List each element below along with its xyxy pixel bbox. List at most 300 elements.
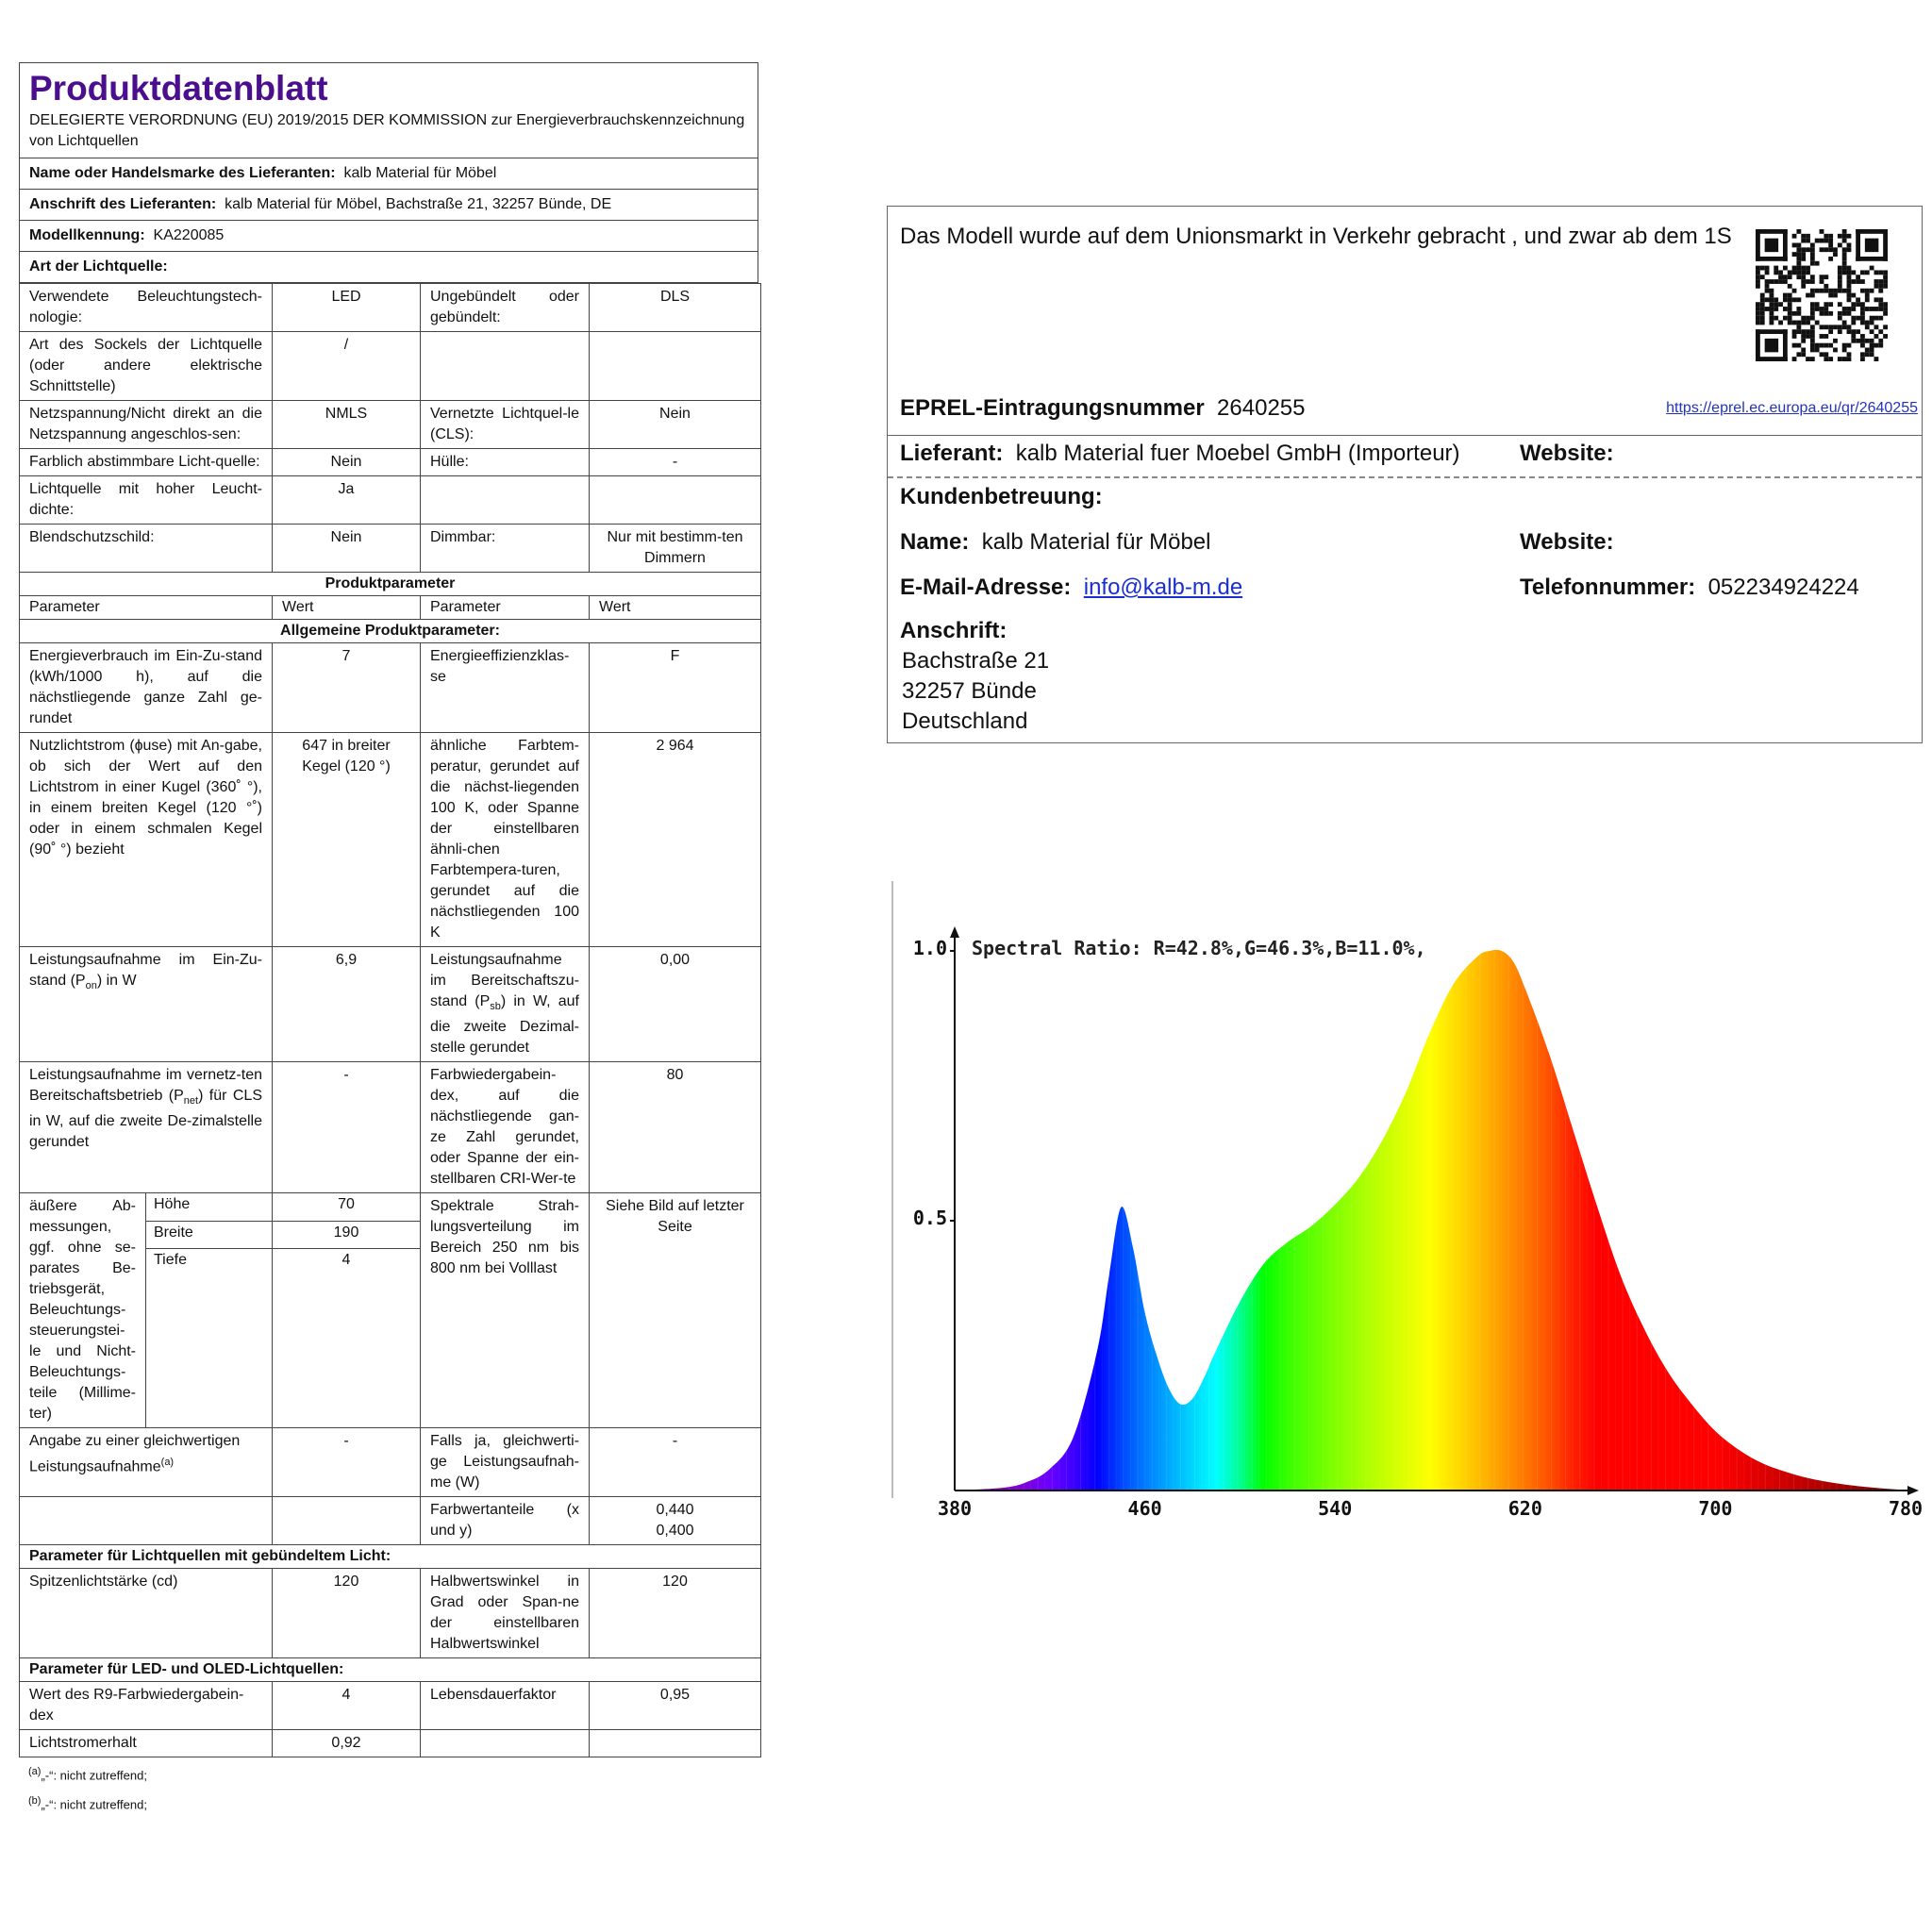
qr-module [1788,284,1792,289]
qr-module [1815,348,1820,353]
qr-module [1788,307,1792,311]
qr-module [1806,316,1810,321]
qr-module [1796,325,1801,329]
email-label: E-Mail-Adresse: [900,575,1072,600]
qr-module [1865,297,1870,302]
value-cell [590,1497,761,1545]
param-cell: Falls ja, gleichwerti-ge Leistungsaufnah-me (W) [421,1428,590,1497]
qr-module [1792,321,1797,325]
supplier-address-label: Anschrift des Lieferanten: [29,196,217,212]
qr-module [1778,279,1783,284]
table-row [20,1569,761,1658]
value-cell: 0,00 [590,947,761,1062]
qr-module [1820,343,1824,348]
qr-module [1810,357,1815,361]
table-row [20,1062,761,1193]
qr-module [1851,329,1856,334]
address-label: Anschrift: [900,618,1008,643]
qr-module [1788,302,1792,307]
qr-module [1801,284,1806,289]
qr-module [1870,266,1874,271]
qr-module [1801,279,1806,284]
qr-module [1769,307,1774,311]
qr-module [1806,334,1810,339]
qr-module [1774,270,1778,275]
qr-module [1842,234,1847,239]
led-heading: Parameter für LED- und OLED-Lichtquellen: [20,1658,761,1682]
name-label: Name: [900,529,970,555]
qr-module [1842,261,1847,266]
qr-module [1810,348,1815,353]
qr-module [1878,329,1883,334]
param-text: ) für CLS in W, auf die zweite De-zimalstelle gerundet [29,1088,262,1151]
qr-module [1883,334,1888,339]
qr-module [1842,247,1847,252]
qr-module [1760,275,1765,279]
qr-module [1860,307,1865,311]
qr-module [1760,316,1765,321]
address-line: Deutschland [902,708,1028,734]
qr-module [1842,252,1847,257]
qr-module [1815,343,1820,348]
qr-module [1842,229,1847,234]
qr-module [1824,334,1828,339]
value-cell: - [590,449,761,476]
light-type-row [19,252,758,283]
qr-module [1828,257,1833,261]
plot-area [913,926,1923,1520]
qr-module [1856,279,1860,284]
qr-module [1824,239,1828,243]
model-row [19,221,758,252]
qr-module [1838,275,1842,279]
param-cell: Farbwiedergabein-dex, auf die nächstliegende gan-ze Zahl gerundet, oder Spanne der ein-stellbaren CRI-Wer-te [421,1062,590,1193]
param-cell: Dimmbar: [421,525,590,573]
qr-module [1774,266,1778,271]
eprel-number: 2640255 [1217,395,1306,421]
qr-module [1796,270,1801,275]
footnote [28,1789,758,1817]
value-cell: 4 [273,1682,421,1730]
qr-module [1847,352,1852,357]
qr-module [1847,234,1852,239]
qr-module [1847,279,1852,284]
phone-row [1520,575,1859,601]
address-line: Bachstraße 21 [902,648,1050,674]
qr-module [1792,329,1797,334]
qr-module [1801,234,1806,239]
qr-module [1760,321,1765,325]
param-cell: Vernetzte Lichtquel-le (CLS): [421,401,590,449]
value-cell: - [273,1062,421,1193]
qr-module [1792,334,1797,339]
param-cell: Wert des R9-Farbwiedergabein-dex [20,1682,273,1730]
empty-cell [273,1497,421,1545]
value-cell: 6,9 [273,947,421,1062]
phone-value: 052234924224 [1707,575,1859,600]
param-cell: ähnliche Farbtem-peratur, gerundet auf die nächst-liegenden 100 K, oder Spanne der einstellbaren ähnli-chen Farbtempera-turen, gerundet auf die nächstliegenden 100 K [421,733,590,947]
qr-module [1796,352,1801,357]
qr-module [1847,289,1852,293]
qr-module [1756,275,1760,279]
qr-module [1796,297,1801,302]
qr-module [1783,293,1788,298]
qr-module [1783,266,1788,271]
qr-module [1878,339,1883,343]
eprel-info-card [887,206,1923,743]
qr-module [1860,311,1865,316]
qr-finder [1883,229,1888,261]
qr-module [1874,316,1879,321]
y-tick-label: 1.0 [912,937,947,959]
qr-module [1792,266,1797,271]
param-text: ) in W [96,973,137,989]
value-cell: 7 [273,643,421,733]
qr-module [1828,343,1833,348]
qr-module [1792,311,1797,316]
qr-module [1865,352,1870,357]
value-cell: LED [273,284,421,332]
value-cell: - [273,1428,421,1497]
qr-module [1828,329,1833,334]
qr-module [1838,329,1842,334]
x-tick-label: 780 [1888,1497,1924,1520]
qr-module [1847,307,1852,311]
dimensions-label: äußere Ab-messungen, ggf. ohne se-parates Be-triebsgerät, Beleuchtungs-steuerungstei-le und Nicht-Beleuchtungs-teile (Millime-ter) [20,1193,146,1428]
qr-module [1806,321,1810,325]
qr-module [1883,311,1888,316]
qr-module [1870,352,1874,357]
parameter-table [19,283,761,1757]
qr-module [1824,357,1828,361]
qr-module [1824,325,1828,329]
qr-module [1815,239,1820,243]
qr-module [1801,266,1806,271]
qr-module [1796,321,1801,325]
customer-service-label: Kundenbetreuung: [900,484,1103,509]
qr-module [1806,329,1810,334]
qr-module [1765,289,1770,293]
qr-module [1847,325,1852,329]
qr-module [1828,293,1833,298]
qr-module [1883,307,1888,311]
qr-module [1783,279,1788,284]
qr-module [1851,316,1856,321]
supplier-row [900,441,1460,467]
qr-module [1810,242,1815,247]
qr-module [1820,311,1824,316]
eprel-label: EPREL-Eintragungsnummer [900,395,1205,421]
chroma-x-value: 0,440 [656,1502,694,1519]
footnote-mark: (b) [28,1794,42,1807]
qr-module [1828,247,1833,252]
qr-module [1810,334,1815,339]
qr-module [1769,279,1774,284]
dimensions-row [20,1193,761,1222]
qr-module [1792,297,1797,302]
qr-module [1860,352,1865,357]
qr-module [1878,270,1883,275]
value-cell: F [590,643,761,733]
email-link[interactable]: info@kalb-m.de [1083,575,1243,600]
qr-module [1856,275,1860,279]
value-cell: Ja [273,476,421,525]
width-value: 190 [273,1221,421,1249]
qr-module [1847,284,1852,289]
qr-module [1847,343,1852,348]
sheet-header [19,62,758,158]
qr-module [1769,302,1774,307]
qr-module [1783,316,1788,321]
qr-module [1774,302,1778,307]
product-params-heading: Produktparameter [20,573,761,596]
qr-module [1860,321,1865,325]
qr-module [1870,348,1874,353]
qr-module [1870,316,1874,321]
x-tick-label: 380 [937,1497,973,1520]
qr-module [1796,261,1801,266]
qr-module [1842,348,1847,353]
col-header-value: Wert [590,596,761,620]
qr-module [1878,289,1883,293]
value-cell [590,1730,761,1757]
qr-module [1801,257,1806,261]
qr-module [1796,247,1801,252]
qr-module [1820,247,1824,252]
qr-module [1810,279,1815,284]
qr-module [1796,275,1801,279]
qr-module [1842,257,1847,261]
qr-module [1842,239,1847,243]
col-header-param: Parameter [421,596,590,620]
qr-module [1828,289,1833,293]
qr-module [1851,307,1856,311]
param-cell: Ungebündelt oder gebündelt: [421,284,590,332]
qr-module [1838,242,1842,247]
qr-module [1796,311,1801,316]
footnote-ref: (a) [160,1457,175,1469]
qr-module [1856,297,1860,302]
qr-module [1810,339,1815,343]
section-heading-row [20,1545,761,1569]
qr-module [1874,297,1879,302]
qr-module [1865,307,1870,311]
qr-module [1810,261,1815,266]
footnote [28,1759,758,1788]
qr-module [1847,297,1852,302]
qr-module [1788,311,1792,316]
qr-module [1788,316,1792,321]
qr-module [1788,321,1792,325]
param-cell: Lebensdauerfaktor [421,1682,590,1730]
param-subscript: on [85,980,97,992]
website2-label: Website: [1520,529,1614,555]
qr-module [1865,348,1870,353]
qr-module [1838,302,1842,307]
qr-module [1865,339,1870,343]
qr-module [1878,307,1883,311]
qr-module [1842,311,1847,316]
value-cell: Nein [590,401,761,449]
qr-module [1833,348,1838,353]
qr-module [1810,247,1815,252]
qr-module [1806,270,1810,275]
qr-module [1760,297,1765,302]
qr-module [1851,321,1856,325]
param-cell [20,1062,273,1193]
qr-module [1833,289,1838,293]
light-type-label: Art der Lichtquelle: [29,258,168,275]
qr-module [1878,284,1883,289]
value-cell: Nur mit bestimm-ten Dimmern [590,525,761,573]
qr-module [1870,289,1874,293]
qr-module [1860,279,1865,284]
qr-module [1801,321,1806,325]
col-header-value: Wert [273,596,421,620]
x-tick-label: 700 [1698,1497,1733,1520]
qr-module [1774,307,1778,311]
qr-module [1851,279,1856,284]
footnote-mark: (a) [28,1766,42,1778]
qr-module [1878,343,1883,348]
qr-module [1756,321,1760,325]
qr-module [1801,352,1806,357]
qr-module [1838,316,1842,321]
qr-module [1796,307,1801,311]
table-row [20,1428,761,1497]
qr-module [1824,352,1828,357]
email-row [900,575,1242,601]
qr-module [1788,293,1792,298]
qr-module [1838,279,1842,284]
qr-module [1810,311,1815,316]
qr-module [1847,311,1852,316]
qr-module [1820,325,1824,329]
qr-finder [1756,229,1760,261]
param-cell: Netzspannung/Nicht direkt an die Netzspannung angeschlos-sen: [20,401,273,449]
qr-module [1810,316,1815,321]
qr-module [1842,321,1847,325]
product-data-sheet [19,62,758,1817]
param-cell [20,1428,273,1497]
param-cell [421,947,590,1062]
height-value: 70 [273,1193,421,1222]
supplier-name-row [19,158,758,190]
qr-module [1769,311,1774,316]
x-tick-label: 540 [1318,1497,1353,1520]
name-value: kalb Material für Möbel [981,529,1211,555]
qr-module [1824,307,1828,311]
param-cell: Halbwertswinkel in Grad oder Span-ne der einstellbaren Halbwertswinkel [421,1569,590,1658]
qr-finder [1856,229,1888,234]
qr-module [1838,270,1842,275]
param-cell: Energieverbrauch im Ein-Zu-stand (kWh/1000 h), auf die nächstliegende ganze Zahl ge-rundet [20,643,273,733]
qr-module [1760,302,1765,307]
param-cell: Energieeffizienzklas-se [421,643,590,733]
value-cell: Nein [273,449,421,476]
qr-module [1796,257,1801,261]
qr-module [1769,316,1774,321]
qr-module [1796,252,1801,257]
qr-module [1801,329,1806,334]
address-block [902,646,1049,737]
eprel-link[interactable]: https://eprel.ec.europa.eu/qr/2640255 [1666,400,1918,416]
qr-module [1865,325,1870,329]
chart-title: Spectral Ratio: R=42.8%,G=46.3%,B=11.0%, [972,937,1426,959]
qr-module [1824,343,1828,348]
qr-module [1774,316,1778,321]
value-cell: NMLS [273,401,421,449]
footnote-text: „-“: nicht zutreffend; [41,1796,147,1811]
qr-module [1883,302,1888,307]
qr-module [1883,275,1888,279]
qr-code-icon[interactable] [1754,229,1890,361]
qr-module [1796,229,1801,234]
y-axis-arrow [950,926,959,938]
qr-module [1806,266,1810,271]
qr-module [1860,339,1865,343]
qr-module [1874,357,1879,361]
value-cell: 0,92 [273,1730,421,1757]
qr-module [1847,247,1852,252]
qr-finder [1756,257,1788,261]
qr-module [1833,325,1838,329]
table-row [20,449,761,476]
qr-module [1815,261,1820,266]
value-cell: 647 in breiter Kegel (120 °) [273,733,421,947]
qr-module [1801,239,1806,243]
qr-module [1883,279,1888,284]
qr-module [1842,270,1847,275]
qr-module [1865,321,1870,325]
col-header-param: Parameter [20,596,273,620]
qr-finder [1856,257,1888,261]
phone-label: Telefonnummer: [1520,575,1696,600]
qr-module [1828,302,1833,307]
qr-module [1810,257,1815,261]
qr-module [1838,325,1842,329]
table-row [20,332,761,401]
value-cell: 0,95 [590,1682,761,1730]
qr-finder [1756,329,1788,334]
y-tick-label: 0.5 [912,1207,947,1229]
value-cell: - [590,1428,761,1497]
table-row [20,476,761,525]
qr-module [1788,270,1792,275]
qr-module [1756,302,1760,307]
param-text: Leistungsaufnahme im Ein-Zu-stand (P [29,952,262,989]
qr-module [1796,242,1801,247]
value-cell: 120 [590,1569,761,1658]
qr-module [1847,270,1852,275]
qr-module [1856,329,1860,334]
qr-module [1801,348,1806,353]
qr-module [1792,357,1797,361]
value-cell: / [273,332,421,401]
param-cell [421,476,590,525]
qr-module [1820,307,1824,311]
qr-module [1820,352,1824,357]
qr-module [1856,339,1860,343]
param-cell: Nutzlichtstrom (ɸuse) mit An-gabe, ob sich der Wert auf den Lichtstrom in einer Kugel (360˚ °), in einem breiten Kegel (120 °˚) oder in einem schmalen Kegel (90˚ °) bezieht [20,733,273,947]
table-row [20,947,761,1062]
qr-module [1860,316,1865,321]
qr-module [1756,266,1760,271]
qr-module [1756,270,1760,275]
dashed-divider [888,476,1922,478]
table-row [20,1497,761,1545]
width-label: Breite [146,1221,273,1249]
